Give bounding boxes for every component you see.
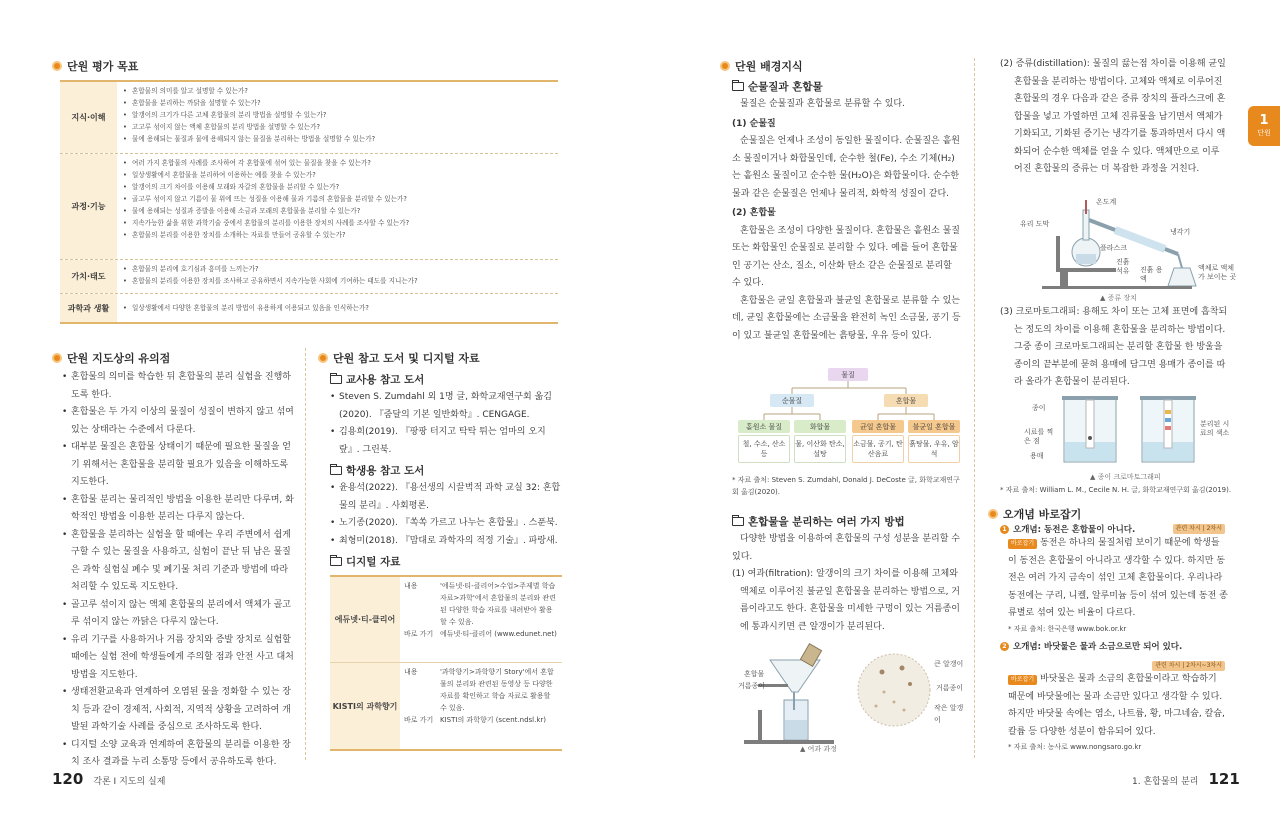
diagram-mix: 혼합물	[884, 394, 928, 407]
goal-row-head: 가치·태도	[60, 260, 117, 293]
diagram-c4: 불균일 혼합물	[908, 420, 960, 433]
footer-text: 1. 혼합물의 분리	[1132, 777, 1199, 787]
background-column: 순물질과 혼합물 물질은 순물질과 혼합물로 분류할 수 있다. (1) 순물질 순물질은 언제나 조성이 동일한 물질이다. 순물질은 홑원소 물질이거나 화합물인데, 순수한 철(Fe), 수소 기체(H₂)는 홑원소 물질이고 순수한 물(H₂O)은 화합물이다. 순수한 물과 같은 순물질은 언제나 물리적, 화학적 성질이 같다. (2) 혼합물 혼합물은 조성이 다양한 물질이다. 혼합물은 홑원소 물질 또는 화합물인 순물질로 분리할 수 있다. 예를 들어 혼합물인 공기는 산소, 질소, 이산화 탄소 같은 순물질로 분리할 수 있다. 혼합물은 균일 혼합물과 불균일 혼합물로 분류할 수 있는데, 균일 혼합물에는 소금물을 완전히 녹인 소금물, 공기 등이 있고 불균일 혼합물에는 흙탕물, 우유 등이 있다.	[732, 81, 961, 341]
number-badge: 2	[1000, 642, 1009, 651]
diagram-e3: 소금물, 공기, 탄산음료	[852, 435, 904, 463]
kisti-link[interactable]: KISTI의 과학향기 (scent.ndsl.kr)	[440, 716, 546, 724]
misconception-2: 2 오개념: 바닷물은 물과 소금으로만 되어 있다. 관련 차시 | 2차시~3차시 바로잡기 바닷물은 물과 소금의 혼합물이라고 학습하기 때문에 바닷물에는 물과 소금만 있다고 생각할 수 있다. 하지만 바닷물 속에는 염소, 나트륨, 황, 마그네슘, 칼슘, 칼륨 등 다양한 성분이 함유되어 있다. * 자료 출처: 농사로 www.nongsaro.go.kr	[1000, 640, 1228, 753]
diagram-e4: 흙탕물, 우유, 암석	[908, 435, 960, 463]
distillation-figure	[1020, 196, 1236, 290]
folder-icon	[330, 466, 342, 475]
page-number: 120	[52, 770, 84, 788]
guide-list	[62, 369, 294, 772]
list-item: • 디지털 소양 교육과 연계하여 혼합물의 분리를 이용한 장치 조사 결과를 누리 소통망 등에서 공유하도록 한다.	[62, 737, 294, 772]
right-footer	[1132, 770, 1240, 788]
related-lesson-tag: 관련 차시 | 2차시	[1173, 524, 1225, 534]
misconception-1: 1 오개념: 동전은 혼합물이 아니다. 관련 차시 | 2차시 바로잡기 동전은 하나의 물질처럼 보이기 때문에 학생들이 동전은 혼합물이 아니라고 생각할 수 있다. 하지만 동전은 여러 가지 금속이 섞인 고체 혼합물이다. 우리나라 동전에는 구리, 니켈, 알루미늄 등이 섞여 있는데 동전 종류별로 섞여 있는 비율이 다르다. * 자료 출처: 한국은행 www.bok.or.kr	[1000, 523, 1228, 635]
edunet-link[interactable]: 에듀넷·티-클리어 (www.edunet.net)	[440, 630, 557, 638]
source-note: * 자료 출처: Steven S. Zumdahl, Donald J. DeCoste 글, 화학교재연구회 옮김(2020).	[732, 476, 960, 496]
list-item: • 김용희(2019). 『팡팡 터지고 탁탁 튀는 엄마의 오지랖』. 그린북.	[330, 424, 562, 459]
fig-label: 시료를 찍은 점	[1024, 428, 1054, 445]
source-note: * 자료 출처: 한국은행 www.bok.or.kr	[1008, 624, 1127, 633]
folder-icon	[330, 375, 342, 384]
section-dot-icon	[988, 509, 998, 519]
goal-row: 가치·태도 • 혼합물의 분리에 호기심과 흥미를 느끼는가? • 혼합물의 분리를 이용한 장치를 조사하고 공유하면서 지속가능한 사회에 기여하는 태도를 지니는가?	[60, 260, 558, 294]
misconception-title: 오개념 바로잡기	[988, 506, 1081, 522]
list-item: • 대부분 물질은 혼합물 상태이기 때문에 필요한 물질을 얻기 위해서는 혼합물을 분리할 필요가 있음을 이해하도록 지도한다.	[62, 439, 294, 492]
filtration-illustration	[744, 640, 964, 746]
filtration-figure	[738, 640, 964, 746]
section-dot-icon	[52, 61, 62, 71]
diagram-c2: 화합물	[794, 420, 846, 433]
background-title: 단원 배경지식	[720, 58, 803, 74]
diagram-c1: 홑원소 물질	[738, 420, 790, 433]
right-page	[640, 0, 1280, 814]
chromatography-figure	[1024, 392, 1234, 468]
digital-title: 디지털 자료	[330, 554, 562, 569]
fig-caption: ▲ 여과 과정	[800, 745, 837, 753]
table-row: KISTI의 과학향기 내용 '과학향기>과학향기 Story'에서 혼합물의 분리와 관련된 동영상 등 다양한 자료를 확인하고 학습 자료로 활용할 수 있음. 바로 가기 KISTI의 과학향기 (scent.ndsl.kr)	[330, 663, 562, 749]
related-lesson-tag: 관련 차시 | 2차시~3차시	[1152, 661, 1225, 671]
classification-diagram	[734, 366, 962, 472]
digital-table	[330, 575, 562, 751]
list-item: • 혼합물을 분리하는 실험을 할 때에는 우리 주변에서 쉽게 구할 수 있는 물질을 사용하고, 실험이 끝난 뒤 남은 물질은 과학 실험실 폐수 및 폐기물 처리 기준과 방법에 따라 처리할 수 있도록 지도한다.	[62, 527, 294, 597]
section-dot-icon	[52, 353, 62, 363]
fig-label: 종이	[1032, 404, 1046, 412]
list-item: • 최형미(2018). 『맘대로 과학자의 적정 기술』. 파랑새.	[330, 533, 562, 551]
fig-label: 분리된 시료의 색소	[1200, 420, 1230, 437]
fig-label: 거름종이	[936, 684, 964, 692]
left-footer	[52, 770, 165, 788]
list-item: • 유리 기구를 사용하거나 거름 장치와 증발 장치로 실험할 때에는 실험 전에 학생들에게 주의할 점과 안전 사고 대처 방법을 지도한다.	[62, 632, 294, 685]
section-dot-icon	[318, 353, 328, 363]
column-divider	[974, 58, 975, 758]
goal-row-head: 지식·이해	[60, 82, 117, 153]
separation-section: 혼합물을 분리하는 여러 가지 방법 다양한 방법을 이용하여 혼합물의 구성 성분을 분리할 수 있다. (1) 여과(filtration): 알갱이의 크기 차이를 이용해 고체와 액체로 이루어진 불균일 혼합물을 분리하는 방법으로, 거름이라고도 한다. 혼합물을 미세한 구멍이 있는 거름종이에 통과시키면 큰 알갱이가 분리된다.	[732, 516, 960, 632]
goals-table	[60, 80, 558, 324]
diagram-c3: 균일 혼합물	[852, 420, 904, 433]
list-item: • 노기종(2020). 『쏙쏙 가르고 나누는 혼합물』. 스푼북.	[330, 515, 562, 533]
goal-row: 과정·기능 • 여러 가지 혼합물의 사례를 조사하여 각 혼합물에 섞여 있는 물질을 찾을 수 있는가? • 일상생활에서 혼합물을 분리하여 이용하는 예를 찾을 수 있는가? • 알갱이의 크기 차이를 이용해 모래와 자갈의 혼합물을 분리할 수 있는가? • 골고루 섞이지 않고 기름이 물 위에 뜨는 성질을 이용해 물과 기름의 혼합물을 분리할 수 있는가? • 물에 용해되는 성질과 증발을 이용해 소금과 모래의 혼합물을 분리할 수 있는가? • 지속가능한 삶을 위한 과학기술 중에서 혼합물의 분리를 이용한 장치의 사례를 조사할 수 있는가? • 혼합물의 분리를 이용한 장치를 소개하는 자료를 만들어 공유할 수 있는가?	[60, 154, 558, 260]
fig-label: 냉각기	[1170, 228, 1191, 236]
fig-label: 용매	[1030, 452, 1044, 460]
chromatography-text: (3) 크로마토그래피: 용해도 차이 또는 고체 표면에 흡착되는 정도의 차이를 이용해 혼합물을 분리하는 방법이다. 그중 종이 크로마토그래피는 분리할 혼합물 한 방울을 종이의 끝부분에 묻혀 용매에 담그면 용매가 종이를 따라 올라가 혼합물이 분리된다.	[1000, 307, 1228, 387]
diagram-e1: 철, 수소, 산소 등	[738, 435, 790, 463]
column-divider	[305, 348, 306, 760]
student-books-title: 학생용 참고 도서	[330, 463, 562, 478]
correction-badge: 바로잡기	[1008, 675, 1037, 685]
fig-label: 작은 알갱이	[934, 704, 964, 724]
goal-row-head: 과정·기능	[60, 154, 117, 259]
page-number: 121	[1208, 770, 1240, 788]
source-note: * 자료 출처: William L. M., Cecile N. H. 글, 화학교재연구회 옮김(2019).	[1000, 486, 1232, 494]
list-item: • Steven S. Zumdahl 외 1명 글, 화학교재연구회 옮김(2020). 『줌달의 기본 일반화학』. CENGAGE.	[330, 389, 562, 424]
number-badge: 1	[1000, 525, 1009, 534]
fig-label: 액체로 액체가 보이는 곳	[1198, 264, 1237, 281]
teacher-books-title: 교사용 참고 도서	[330, 372, 562, 387]
fig-label: 진흙 석유	[1116, 258, 1130, 275]
footer-text: 각론 Ⅰ 지도의 실제	[93, 777, 166, 787]
pure-mixture-title: 순물질과 혼합물	[732, 79, 962, 94]
folder-icon	[330, 557, 342, 566]
fig-label: 유리 도막	[1020, 220, 1050, 228]
section-dot-icon	[720, 61, 730, 71]
fig-label: 진흙 용액	[1140, 266, 1163, 283]
guide-title: 단원 지도상의 유의점	[52, 350, 170, 366]
list-item: • 윤용석(2022). 『용선생의 시끌벅적 과학 교실 32: 혼합물의 분리』. 사회평론.	[330, 480, 562, 515]
folder-icon	[732, 517, 744, 526]
source-note: * 자료 출처: 농사로 www.nongsaro.go.kr	[1008, 743, 1142, 751]
fig-caption: ▲ 증류 장치	[1100, 294, 1137, 302]
list-item: • 혼합물 분리는 물리적인 방법을 이용한 분리만 다루며, 화학적인 방법을 이용한 분리는 다루지 않는다.	[62, 492, 294, 527]
list-item: • 골고루 섞이지 않는 액체 혼합물의 분리에서 액체가 골고루 섞이지 않는 까닭은 다루지 않는다.	[62, 597, 294, 632]
fig-label: 혼합물	[744, 670, 765, 678]
goals-title: 단원 평가 목표	[52, 58, 138, 74]
separation-title: 혼합물을 분리하는 여러 가지 방법	[732, 514, 962, 529]
diagram-e2: 물, 이산화 탄소, 설탕	[794, 435, 846, 463]
refs-body	[330, 372, 562, 751]
goal-row-head: 과학과 생활	[60, 294, 117, 322]
correction-badge: 바로잡기	[1008, 539, 1037, 549]
diagram-pure: 순물질	[770, 394, 814, 407]
fig-label: 거름종이	[738, 682, 766, 690]
goal-row: 지식·이해 • 혼합물의 의미를 알고 설명할 수 있는가? • 혼합물을 분리하는 까닭을 설명할 수 있는가? • 알갱이의 크기가 다른 고체 혼합물의 분리 방법을 설명할 수 있는가? • 고고루 섞이지 않는 액체 혼합물의 분리 방법을 설명할 수 있는가? • 물에 용해되는 물질과 물에 용해되지 않는 물질을 분리하는 방법을 설명할 수 있는가?	[60, 82, 558, 154]
diagram-root: 물질	[828, 368, 868, 381]
folder-icon	[732, 82, 744, 91]
chapter-side-tab[interactable]: 1 단원	[1248, 106, 1280, 146]
list-item: • 생태전환교육과 연계하여 오염된 물을 정화할 수 있는 장치 등과 같이 경제적, 사회적, 지역적 상황을 고려하여 개발된 과학기술 사례를 중심으로 조사하도록 한다.	[62, 684, 294, 737]
fig-caption: ▲ 종이 크로마토그래피	[1090, 473, 1161, 481]
refs-title: 단원 참고 도서 및 디지털 자료	[318, 350, 480, 366]
fig-label: 큰 알갱이	[934, 660, 964, 668]
list-item: • 혼합물은 두 가지 이상의 물질이 성질이 변하지 않고 섞여 있는 상태라는 수준에서 다룬다.	[62, 404, 294, 439]
table-row: 에듀넷·티-클리어 내용 '에듀넷·티-클리어>수업>주제별 학습자료>과학'에서 혼합물의 분리와 관련된 다양한 학습 자료를 내려받아 활용할 수 있음. 바로 가기 에듀넷·티-클리어 (www.edunet.net)	[330, 577, 562, 663]
list-item: • 혼합물의 의미를 학습한 뒤 혼합물의 분리 실험을 진행하도록 한다.	[62, 369, 294, 404]
fig-label: 온도계	[1096, 198, 1117, 206]
distillation-text: (2) 증류(distillation): 물질의 끓는점 차이를 이용해 균일 혼합물을 분리하는 방법이다. 고체와 액체로 이루어진 혼합물의 경우 다음과 같은 증류 장치의 플라스크에 혼합물을 넣고 가열하면 고체 진류물을 남기면서 액체가 기화되고, 기화된 증기는 냉각기를 통과하면서 다시 액화되어 순수한 액체를 얻을 수 있다. 액체만으로 이루어진 혼합물의 증류는 더 복잡한 과정을 거친다.	[1000, 59, 1226, 174]
goal-row: 과학과 생활 • 일상생활에서 다양한 혼합물의 분리 방법이 유용하게 이용되고 있음을 인식하는가?	[60, 294, 558, 322]
fig-label: 플라스크	[1100, 244, 1128, 252]
